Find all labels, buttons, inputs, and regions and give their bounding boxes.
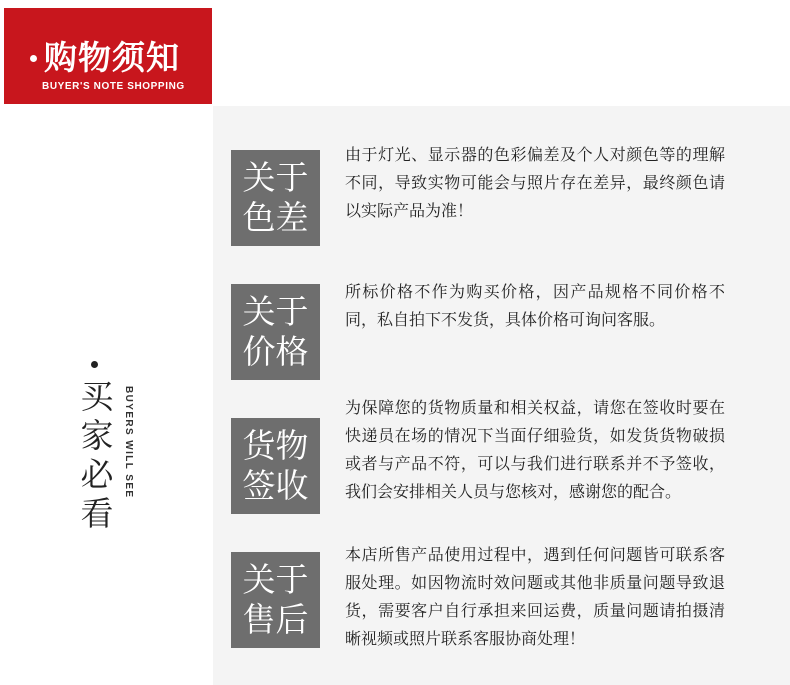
- item-heading-line: 关于: [242, 560, 309, 599]
- side-subtitle: BUYERS WILL SEE: [123, 386, 134, 499]
- bullet-dot-icon: [30, 55, 37, 62]
- item-heading-receipt: [231, 418, 320, 514]
- item-heading-color-difference: [231, 150, 320, 246]
- side-bullet-dot-icon: [91, 361, 98, 368]
- item-text-price: 所标价格不作为购买价格，因产品规格不同价格不同，私自拍下不发货，具体价格可询问客服。: [345, 282, 725, 329]
- item-heading-line: 色差: [242, 198, 309, 237]
- item-heading-line: 关于: [242, 158, 309, 197]
- page-subtitle: BUYER'S NOTE SHOPPING: [42, 81, 185, 92]
- item-heading-after-sales: [231, 552, 320, 648]
- side-title-char: 必: [80, 455, 114, 494]
- item-heading-line: 售后: [242, 600, 309, 639]
- item-text-receipt: 为保障您的货物质量和相关权益，请您在签收时要在快递员在场的情况下当面仔细验货，如发货货物破损或者与产品不符，可以与我们进行联系并不予签收，我们会安排相关人员与您核对，感谢您的配合。: [345, 398, 725, 501]
- side-title-char: 家: [80, 416, 114, 455]
- item-heading-line: 货物: [242, 426, 309, 465]
- item-heading-line: 签收: [242, 466, 309, 505]
- item-heading-line: 价格: [242, 332, 309, 371]
- side-title-char: 买: [80, 377, 114, 416]
- item-heading-line: 关于: [242, 292, 309, 331]
- item-text-after-sales: 本店所售产品使用过程中，遇到任何问题皆可联系客服处理。如因物流时效问题或其他非质量问题导致退货，需要客户自行承担来回运费，质量问题请拍摄清晰视频或照片联系客服协商处理！: [345, 545, 725, 648]
- header-banner: [4, 8, 212, 104]
- item-heading-price: [231, 284, 320, 380]
- side-title: [77, 377, 117, 533]
- page-title: 购物须知: [44, 38, 180, 77]
- side-title-char: 看: [80, 494, 114, 533]
- item-text-color-difference: 由于灯光、显示器的色彩偏差及个人对颜色等的理解不同，导致实物可能会与照片存在差异，最终颜色请以实际产品为准！: [345, 145, 725, 220]
